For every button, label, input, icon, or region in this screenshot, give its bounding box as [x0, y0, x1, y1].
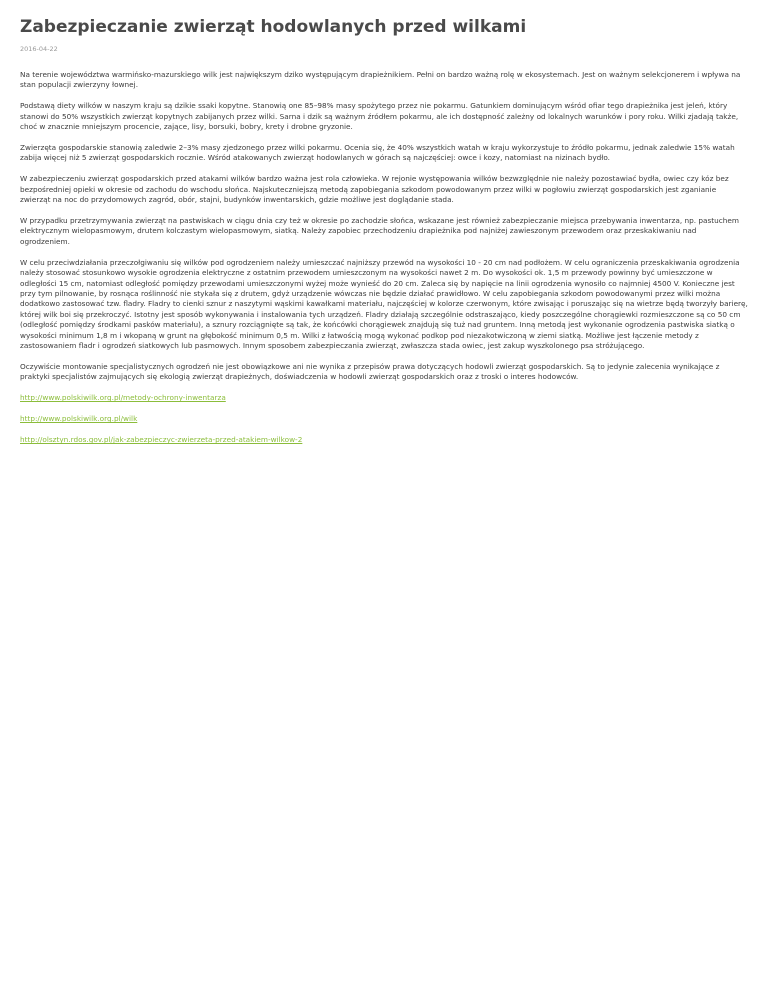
paragraph-diet: Podstawą diety wilków w naszym kraju są dzikie ssaki kopytne. Stanowią one 85–98% masy spożytego przez nie pokarmu. Gatunkiem dominującym wśród ofiar tego drapieżnika jest jeleń, który stanowi do 50% wszystkich zwierząt kopytnych zabijanych przez wilki. Sarna i dzik są ważnym źródłem pokarmu, ale ich dostępność zależny od lokalnych warunków i pory roku. Wilki zjadają także, choć w znacznie mniejszym procencie, zające, lisy, borsuki, bobry, krety i drobne gryzonie.: [20, 101, 739, 132]
paragraph-fencing-methods: W celu przeciwdziałania przeczołgiwaniu się wilków pod ogrodzeniem należy umieszczać najniższy przewód na wysokości 10 - 20 cm nad podłożem. W celu ograniczenia przeskakiwania ogrodzenia należy stosować stosunkowo wysokie ogrodzenia elektryczne z ostatnim przewodem umieszczonym na wysokości nawet 2 m. Do wysokości ok. 1,5 m przewody powinny być umieszczone w odległości 15 cm, natomiast odległość pomiędzy przewodami umieszczonymi wyżej może wynieść do 20 cm. Zaleca się by napięcie na linii ogrodzenia wynosiło co najmniej 4500 V. Konieczne jest przy tym pilnowanie, by rosnąca roślinność nie stykała się z drutem, gdyż urządzenie wówczas nie będzie działać prawidłowo. W celu zapobiegania szkodom powodowanymi przez wilki można dodatkowo zastosować tzw. fladry. Fladry to cienki sznur z naszytymi wąskimi kawałkami materiału, najczęściej w kolorze czerwonym, które zwisając i poruszając się na wietrze będą tworzyły barierę, której wilk boi się przekroczyć. Istotny jest sposób wykonywania i instalowania tych urządzeń. Fladry działają szczególnie odstraszająco, kiedy poszczególne chorągiewki rozmieszczone są co 50 cm (odległość pomiędzy środkami pasków materiału), a sznury rozciągnięte są tak, że końcówki chorągiewek znajdują się tuż nad gruntem. Inną metodą jest wykonanie ogrodzenia pastwiska siatką o wysokości minimum 1,8 m i wkopaną w grunt na głębokość minimum 0,5 m. Wilki z łatwością mogą wykonać podkop pod niezakotwiczoną w ziemi siatką. Możliwe jest łączenie metody z zastosowaniem fladr i ogrodzeń siatkowych lub pasmowych. Innym sposobem zabezpieczania zwierząt, zwłaszcza stada owiec, jest zakup wyszkolonego psa stróżującego.: [20, 257, 748, 351]
source-link-line: [20, 414, 748, 424]
article-title: Zabezpieczanie zwierząt hodowlanych przed wilkami: [20, 17, 527, 37]
article-body: [20, 70, 748, 445]
source-link-wolf[interactable]: http://www.polskiwilk.org.pl/wilk: [20, 414, 138, 424]
paragraph-human-role: W zabezpieczeniu zwierząt gospodarskich przed atakami wilków bardzo ważna jest rola człowieka. W rejonie występowania wilków bezwzględnie nie należy pozostawiać bydła, owiec czy kóz bez bezpośredniej opieki w okresie od zachodu do wschodu słońca. Najskuteczniejszą metodą zapobiegania szkodom powodowanym przez wilki w pogłowiu zwierząt gospodarskich jest zganianie zwierząt na noc do przydomowych zagród, obór, stajni, budynków inwentarskich, gdzie możliwe jest doglądanie stada.: [20, 174, 729, 205]
source-link-methods[interactable]: http://www.polskiwilk.org.pl/metody-ochrony-inwentarza: [20, 393, 226, 403]
paragraph-closing-note: Oczywiście montowanie specjalistycznych ogrodzeń nie jest obowiązkowe ani nie wynika z przepisów prawa dotyczących hodowli zwierząt gospodarskich. Są to jedynie zalecenia wynikające z praktyki specjalistów zajmujących się ekologią zwierząt drapieżnych, doświadczenia w hodowli zwierząt gospodarskich oraz z troski o interes hodowców.: [20, 361, 720, 382]
paragraph-intro: Na terenie województwa warmińsko-mazurskiego wilk jest największym dziko występującym drapieżnikiem. Pełni on bardzo ważną rolę w ekosystemach. Jest on ważnym selekcjonerem i wpływa na stan populacji zwierzyny łownej.: [20, 70, 741, 90]
paragraph-livestock-share: Zwierzęta gospodarskie stanowią zaledwie 2–3% masy zjedzonego przez wilki pokarmu. Ocenia się, że 40% wszystkich watah w kraju wykorzystuje to źródło pokarmu, jednak zaledwie 15% watah zabija więcej niż 5 zwierząt gospodarskich rocznie. Wśród atakowanych zwierząt hodowlanych w górach są najczęściej: owce i kozy, natomiast na nizinach bydło.: [20, 143, 735, 163]
source-link-line: [20, 435, 748, 445]
article-date: 2016-04-22: [20, 45, 58, 53]
source-link-line: [20, 393, 748, 403]
article-page: [0, 0, 768, 445]
paragraph-pasture-protection: W przypadku przetrzymywania zwierząt na pastwiskach w ciągu dnia czy też w okresie po zachodzie słońca, wskazane jest również zabezpieczanie miejsca przebywania inwentarza, np. pastuchem elektrycznym wielopasmowym, drutem kolczastym wielopasmowym, siatką. Należy zapobiec przechodzeniu drapieżnika pod najniżej zawieszonym przewodem oraz przeskakiwaniu nad ogrodzeniem.: [20, 216, 740, 246]
source-link-rdos[interactable]: http://olsztyn.rdos.gov.pl/jak-zabezpieczyc-zwierzeta-przed-atakiem-wilkow-2: [20, 435, 303, 445]
